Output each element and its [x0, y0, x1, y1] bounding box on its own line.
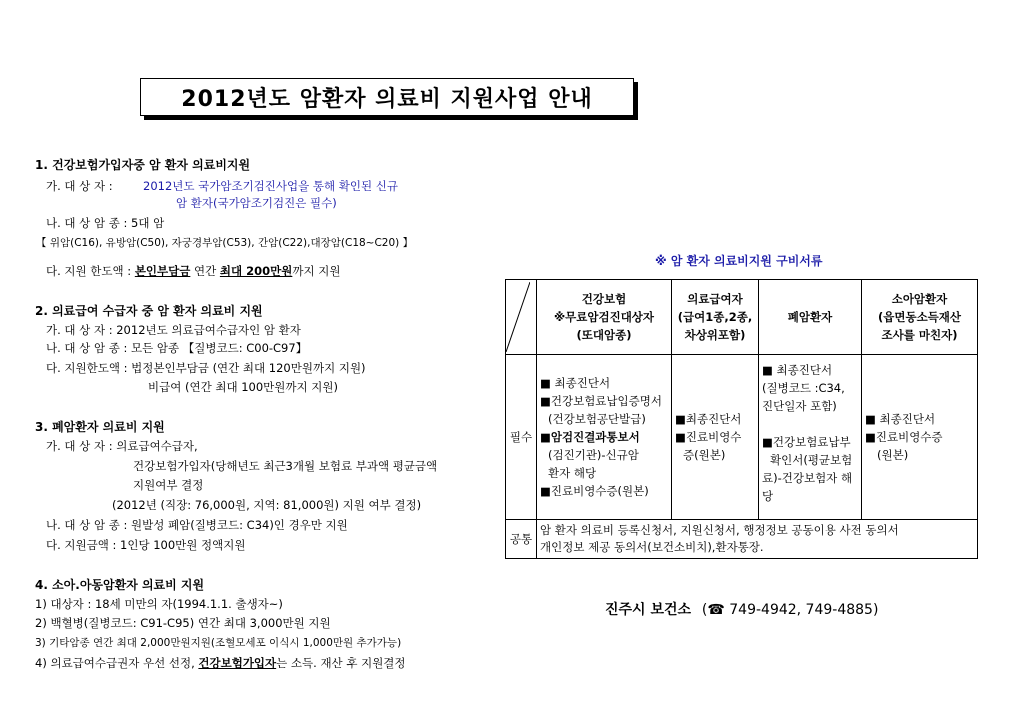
- s1-limit-suffix: 까지 지원: [292, 264, 341, 278]
- required-col-lung-cancer: [759, 355, 862, 520]
- s4-item-4-highlight: 건강보험가입자: [198, 656, 277, 670]
- documents-title: ※ 암 환자 의료비지원 구비서류: [655, 254, 823, 268]
- col4-line-1: ■ 최종진단서: [865, 412, 936, 426]
- section-2-heading: 2. 의료급여 수급자 중 암 환자 의료비 지원: [35, 304, 263, 318]
- col3-line-7: 당: [762, 489, 774, 503]
- header-health-insurance-line-3: (또대암종): [576, 328, 632, 342]
- col3-line-6: 료)-건강보험자 해: [762, 471, 853, 485]
- s3-cancer-type: 나. 대 상 암 종 : 원발성 폐암(질병코드: C34)인 경우만 지원: [46, 518, 348, 532]
- header-lung-cancer: [759, 280, 862, 355]
- section-1-heading: 1. 건강보험가입자중 암 환자 의료비지원: [35, 158, 251, 172]
- section-3-heading: 3. 폐암환자 의료비 지원: [35, 420, 165, 434]
- common-line-2: 개인정보 제공 동의서(보건소비치),환자통장.: [540, 540, 764, 554]
- s1-limit: [46, 263, 340, 279]
- col2-line-1: ■최종진단서: [675, 412, 742, 426]
- header-medical-aid-line-3: 차상위포함): [684, 328, 746, 342]
- s1-limit-mid: 연간: [190, 264, 220, 278]
- s3-target-3: 지원여부 결정: [133, 478, 204, 492]
- col1-line-3: (건강보험공단발급): [548, 412, 646, 426]
- s2-limit-2: 비급여 (연간 최대 100만원까지 지원): [148, 380, 338, 394]
- header-health-insurance: [537, 280, 672, 355]
- required-label: 필수: [506, 355, 537, 520]
- s1-cancer-codes: 【 위암(C16), 유방암(C50), 자궁경부암(C53), 간암(C22),대장암(C18~C20) 】: [36, 237, 414, 249]
- s1-target-label: 가. 대 상 자 :: [46, 179, 113, 193]
- common-line-1: 암 환자 의료비 등록신청서, 지원신청서, 행정정보 공동이용 사전 동의서: [540, 523, 899, 537]
- col3-line-5: 확인서(평균보험: [770, 453, 853, 467]
- common-documents: [537, 520, 978, 559]
- section-4-heading: 4. 소아.아동암환자 의료비 지원: [35, 578, 205, 592]
- title-banner: [140, 78, 634, 116]
- col3-spacer: [762, 415, 858, 433]
- col2-line-3: 증(원본): [683, 448, 726, 462]
- documents-header-row: [506, 280, 978, 355]
- s2-limit-1: 다. 지원한도액 : 법정본인부담금 (연간 최대 120만원까지 지원): [46, 361, 366, 375]
- required-col-medical-aid: [672, 355, 759, 520]
- col3-line-4: ■건강보험료납부: [762, 435, 851, 449]
- header-pediatric-cancer: [862, 280, 978, 355]
- col1-line-6: 환자 해당: [548, 466, 597, 480]
- col1-line-4: ■암검진결과통보서: [540, 430, 640, 444]
- header-lung-cancer-line-1: 폐암환자: [787, 310, 833, 324]
- common-label: 공통: [506, 520, 537, 559]
- col3-line-1: ■ 최종진단서: [762, 363, 833, 377]
- s4-item-3: 3) 기타암종 연간 최대 2,000만원지원(조혈모세포 이식시 1,000만원 추가가능): [35, 637, 402, 649]
- col2-line-2: ■진료비영수: [675, 430, 742, 444]
- s4-item-1: 1) 대상자 : 18세 미만의 자(1994.1.1. 출생자~): [35, 597, 283, 611]
- header-health-insurance-line-1: 건강보험: [581, 292, 627, 306]
- s1-limit-highlight-1: 본인부담금: [134, 264, 191, 278]
- footer-phone: (☎ 749-4942, 749-4885): [701, 602, 879, 618]
- required-col-pediatric: [862, 355, 978, 520]
- documents-table: [505, 279, 978, 559]
- col4-line-2: ■진료비영수증: [865, 430, 943, 444]
- header-medical-aid-line-2: (급여1종,2종,: [677, 310, 753, 324]
- s3-target-1: 가. 대 상 자 : 의료급여수급자,: [46, 439, 198, 453]
- header-health-insurance-line-2: ※무료암검진대상자: [553, 310, 655, 324]
- s2-target: 가. 대 상 자 : 2012년도 의료급여수급자인 암 환자: [46, 323, 301, 337]
- s4-item-4-prefix: 4) 의료급여수급권자 우선 선정,: [35, 656, 199, 670]
- s4-item-4-suffix: 는 소득. 재산 후 지원결정: [276, 656, 406, 670]
- header-medical-aid: [672, 280, 759, 355]
- s1-target-line-2: 암 환자(국가암조기검진은 필수): [176, 196, 337, 210]
- header-pediatric-line-1: 소아암환자: [891, 292, 948, 306]
- col4-line-3: (원본): [877, 448, 909, 462]
- header-medical-aid-line-1: 의료급여자: [687, 292, 743, 306]
- required-col-health-insurance: [537, 355, 672, 520]
- documents-required-row: [506, 355, 978, 520]
- s4-item-2: 2) 백혈병(질병코드: C91-C95) 연간 최대 3,000만원 지원: [35, 616, 331, 630]
- s3-target-4: (2012년 (직장: 76,000원, 지역: 81,000원) 지원 여부 결정): [112, 498, 422, 512]
- col3-line-2: (질병코드 :C34,: [762, 381, 845, 395]
- col1-line-1: ■ 최종진단서: [540, 376, 611, 390]
- s1-target-line-1: 2012년도 국가암조기검진사업을 통해 확인된 신규: [143, 179, 398, 193]
- header-pediatric-line-3: 조사를 마친자): [881, 328, 958, 342]
- s2-cancer-type: 나. 대 상 암 종 : 모든 암종 【질병코드: C00-C97】: [46, 341, 308, 355]
- diagonal-corner-cell: [506, 280, 537, 355]
- s1-limit-highlight-2: 최대 200만원: [219, 264, 293, 278]
- col1-line-7: ■진료비영수증(원본): [540, 484, 649, 498]
- s3-target-2: 건강보험가입자(당해년도 최근3개월 보험료 부과액 평균금액: [133, 459, 438, 473]
- col1-line-2: ■건강보험료납입증명서: [540, 394, 662, 408]
- header-pediatric-line-2: (읍면동소득재산: [877, 310, 962, 324]
- page-title: 2012년도 암환자 의료비 지원사업 안내: [181, 86, 593, 112]
- footer-org: 진주시 보건소: [605, 602, 692, 618]
- col3-line-3: 진단일자 포함): [762, 399, 837, 413]
- diagonal-line: [506, 282, 530, 352]
- s3-amount: 다. 지원금액 : 1인당 100만원 정액지원: [46, 538, 246, 552]
- documents-common-row: [506, 520, 978, 559]
- footer-contact: [605, 599, 878, 619]
- s1-limit-prefix: 다. 지원 한도액 :: [46, 264, 135, 278]
- col1-line-5: (검진기관)-신규암: [548, 448, 639, 462]
- s1-cancer-type: 나. 대 상 암 종 : 5대 암: [46, 216, 165, 230]
- s4-item-4: [35, 655, 406, 671]
